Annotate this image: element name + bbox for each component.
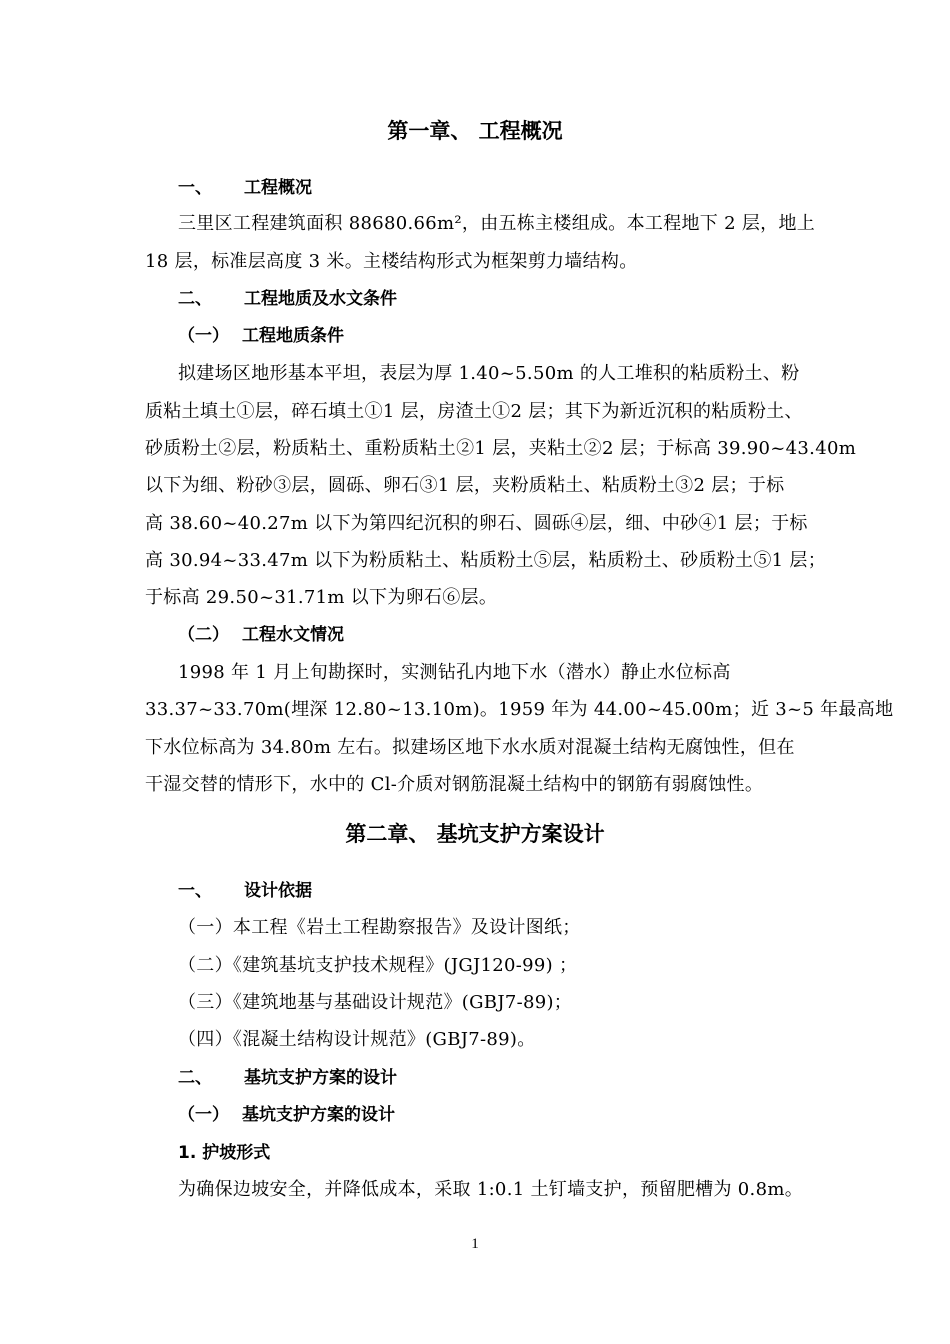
subsection-heading xyxy=(178,623,344,647)
subsection-number: （一） xyxy=(178,326,229,346)
section-heading xyxy=(178,176,312,200)
chapter1-title: 第一章、 工程概况 xyxy=(387,119,563,143)
subsection-heading xyxy=(178,1103,395,1127)
section-title: 设计依据 xyxy=(244,881,312,901)
basis-item: （三）《建筑地基与基础设计规范》(GBJ7-89)； xyxy=(178,992,573,1013)
paragraph-line: 高 30.94~33.47m 以下为粉质粘土、粘质粉土⑤层，粘质粉土、砂质粉土⑤1 层； xyxy=(145,550,827,571)
paragraph-line: 下水位标高为 34.80m 左右。拟建场区地下水水质对混凝土结构无腐蚀性，但在 xyxy=(145,737,795,758)
section-title: 工程地质及水文条件 xyxy=(244,289,397,309)
section-heading xyxy=(178,1066,397,1090)
paragraph-line: 质粘土填土①层，碎石填土①1 层，房渣土①2 层；其下为新近沉积的粘质粉土、 xyxy=(145,401,803,422)
chapter2-title: 第二章、 基坑支护方案设计 xyxy=(345,822,605,846)
section-title: 基坑支护方案的设计 xyxy=(244,1068,397,1088)
paragraph-line: 18 层，标准层高度 3 米。主楼结构形式为框架剪力墙结构。 xyxy=(145,251,638,272)
subsection-title: 工程地质条件 xyxy=(242,326,344,346)
section-heading xyxy=(178,287,397,311)
subsection-number: （二） xyxy=(178,625,229,645)
paragraph-line: 拟建场区地形基本平坦，表层为厚 1.40~5.50m 的人工堆积的粘质粉土、粉 xyxy=(178,363,800,384)
paragraph-line: 三里区工程建筑面积 88680.66m²，由五栋主楼组成。本工程地下 2 层，地上 xyxy=(178,213,816,234)
section-number: 一、 xyxy=(178,881,212,901)
paragraph-line: 33.37~33.70m(埋深 12.80~13.10m)。1959 年为 44.00~45.00m；近 3~5 年最高地 xyxy=(145,699,894,720)
basis-item: （四）《混凝土结构设计规范》(GBJ7-89)。 xyxy=(178,1029,536,1050)
paragraph-line: 1998 年 1 月上旬勘探时，实测钻孔内地下水（潜水）静止水位标高 xyxy=(178,662,731,683)
subsection-heading xyxy=(178,324,344,348)
paragraph-line: 于标高 29.50~31.71m 以下为卵石⑥层。 xyxy=(145,587,498,608)
basis-item: （二）《建筑基坑支护技术规程》(JGJ120-99) ； xyxy=(178,955,578,976)
subsection-title: 工程水文情况 xyxy=(242,625,344,645)
paragraph-line: 砂质粉土②层，粉质粘土、重粉质粘土②1 层，夹粘土②2 层；于标高 39.90~43.40m xyxy=(145,438,857,459)
page-number: 1 xyxy=(471,1236,479,1252)
paragraph-line: 干湿交替的情形下，水中的 Cl-介质对钢筋混凝土结构中的钢筋有弱腐蚀性。 xyxy=(145,774,764,795)
section-number: 二、 xyxy=(178,289,212,309)
subsection-number: （一） xyxy=(178,1105,229,1125)
paragraph-line: 高 38.60~40.27m 以下为第四纪沉积的卵石、圆砾④层，细、中砂④1 层；于标 xyxy=(145,513,808,534)
section-heading xyxy=(178,879,312,903)
section-title: 工程概况 xyxy=(244,178,312,198)
basis-item: （一）本工程《岩土工程勘察报告》及设计图纸； xyxy=(178,917,581,938)
paragraph-line: 为确保边坡安全，并降低成本，采取 1:0.1 土钉墙支护，预留肥槽为 0.8m。 xyxy=(178,1179,803,1200)
section-number: 二、 xyxy=(178,1068,212,1088)
section-number: 一、 xyxy=(178,178,212,198)
item-heading: 1. 护坡形式 xyxy=(178,1143,271,1163)
paragraph-line: 以下为细、粉砂③层，圆砾、卵石③1 层，夹粉质粘土、粘质粉土③2 层；于标 xyxy=(145,475,785,496)
subsection-title: 基坑支护方案的设计 xyxy=(242,1105,395,1125)
